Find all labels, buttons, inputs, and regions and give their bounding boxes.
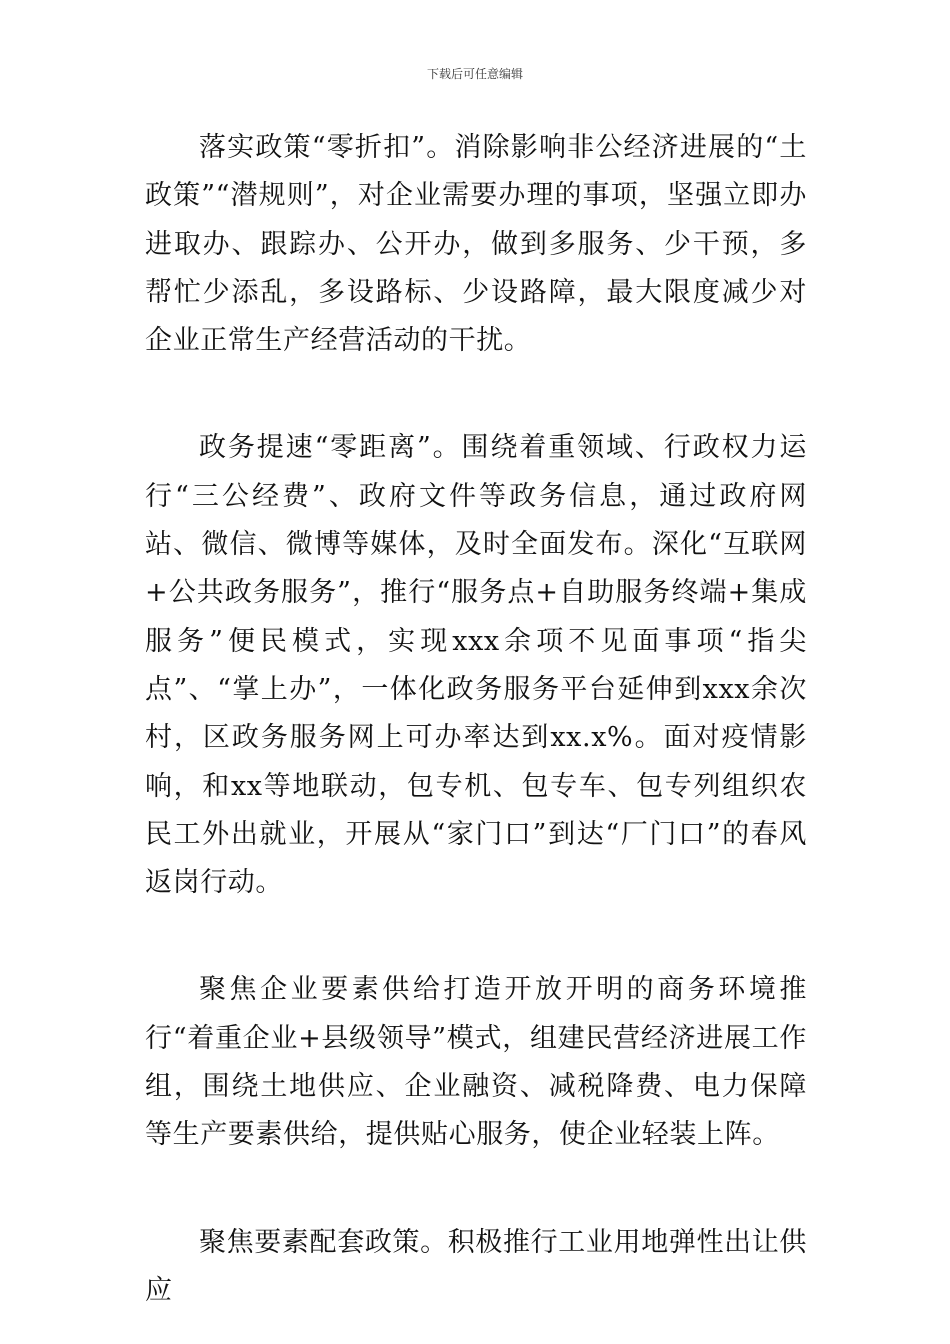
page-header: 下载后可任意编辑	[426, 67, 523, 81]
paragraph-enterprise-elements: 聚焦企业要素供给打造开放开明的商务环境推行“着重企业+县级领导”模式，组建民营经济进展工作组，围绕土地供应、企业融资、减税降费、电力保障等生产要素供给，提供贴心服务，使企业轻装上阵。	[145, 974, 807, 1151]
paragraph-policy: 落实政策“零折扣”。消除影响非公经济进展的“土政策”“潜规则”，对企业需要办理的事项，坚强立即办进取办、跟踪办、公开办，做到多服务、少干预，多帮忙少添乱，多设路标、少设路障，最大限度减少对企业正常生产经营活动的干扰。	[145, 132, 807, 357]
document-body	[145, 124, 807, 1315]
paragraph-supporting-policy: 聚焦要素配套政策。积极推行工业用地弹性出让供应	[145, 1226, 807, 1306]
paragraph-government-affairs: 政务提速“零距离”。围绕着重领域、行政权力运行“三公经费”、政府文件等政务信息，通过政府网站、微信、微博等媒体，及时全面发布。深化“互联网+公共政务服务”，推行“服务点+自助服务终端+集成服务”便民模式，实现xxx余项不见面事项“指尖点”、“掌上办”，一体化政务服务平台延伸到xxx余次村，区政务服务网上可办率达到xx.x%。面对疫情影响，和xx等地联动，包专机、包专车、包专列组织农民工外出就业，开展从“家门口”到达“厂门口”的春风返岗行动。	[145, 432, 807, 899]
